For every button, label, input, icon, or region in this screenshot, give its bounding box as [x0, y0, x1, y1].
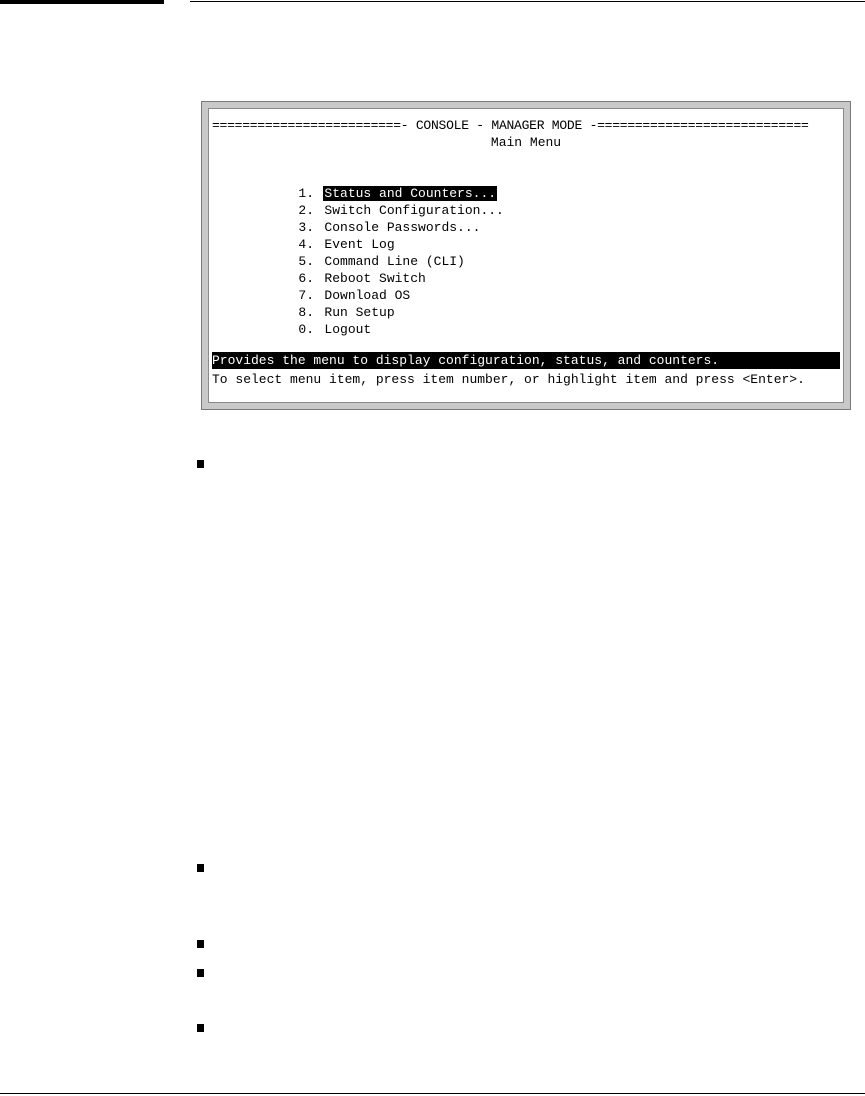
menu-item-label: Logout: [324, 322, 372, 337]
header-rule-thin: [190, 1, 865, 2]
bullet-icon: [197, 460, 204, 468]
bullet-icon: [197, 1024, 204, 1032]
menu-item-number: 8.: [298, 305, 315, 320]
menu-item-label: Download OS: [324, 288, 411, 303]
menu-item-label: Run Setup: [324, 305, 395, 320]
menu-title: Main Menu: [490, 135, 562, 150]
menu-item-number: 1.: [298, 186, 315, 201]
menu-item-label: Status and Counters...: [324, 186, 497, 201]
menu-item-number: 0.: [298, 322, 315, 337]
menu-item-number: 4.: [298, 237, 315, 252]
menu-item-status-and-counters[interactable]: [236, 168, 505, 201]
menu-item-label: Console Passwords...: [324, 220, 481, 235]
menu-item-label: Command Line (CLI): [324, 254, 465, 269]
bullet-icon: [197, 864, 204, 872]
menu-item-label: Reboot Switch: [324, 271, 426, 286]
menu-item-number: 7.: [298, 288, 315, 303]
menu-item-label: Switch Configuration...: [324, 203, 504, 218]
bullet-icon: [197, 940, 204, 948]
menu-item-number: 6.: [298, 271, 315, 286]
menu-item-number: 3.: [298, 220, 315, 235]
header-rule-thick: [0, 0, 164, 4]
help-text-bar: Provides the menu to display configuration, status, and counters.: [212, 352, 840, 369]
instruction-text: To select menu item, press item number, or highlight item and press <Enter>.: [212, 372, 805, 387]
console-window: [201, 101, 851, 410]
menu-item-number: 2.: [298, 203, 315, 218]
main-menu-list: [236, 168, 505, 337]
menu-item-label: Event Log: [324, 237, 395, 252]
footer-rule: [0, 1093, 865, 1094]
menu-item-number: 5.: [298, 254, 315, 269]
console-header: =========================- CONSOLE - MANAGER MODE -============================: [212, 118, 809, 133]
bullet-icon: [197, 969, 204, 977]
console-screen[interactable]: [208, 108, 844, 403]
